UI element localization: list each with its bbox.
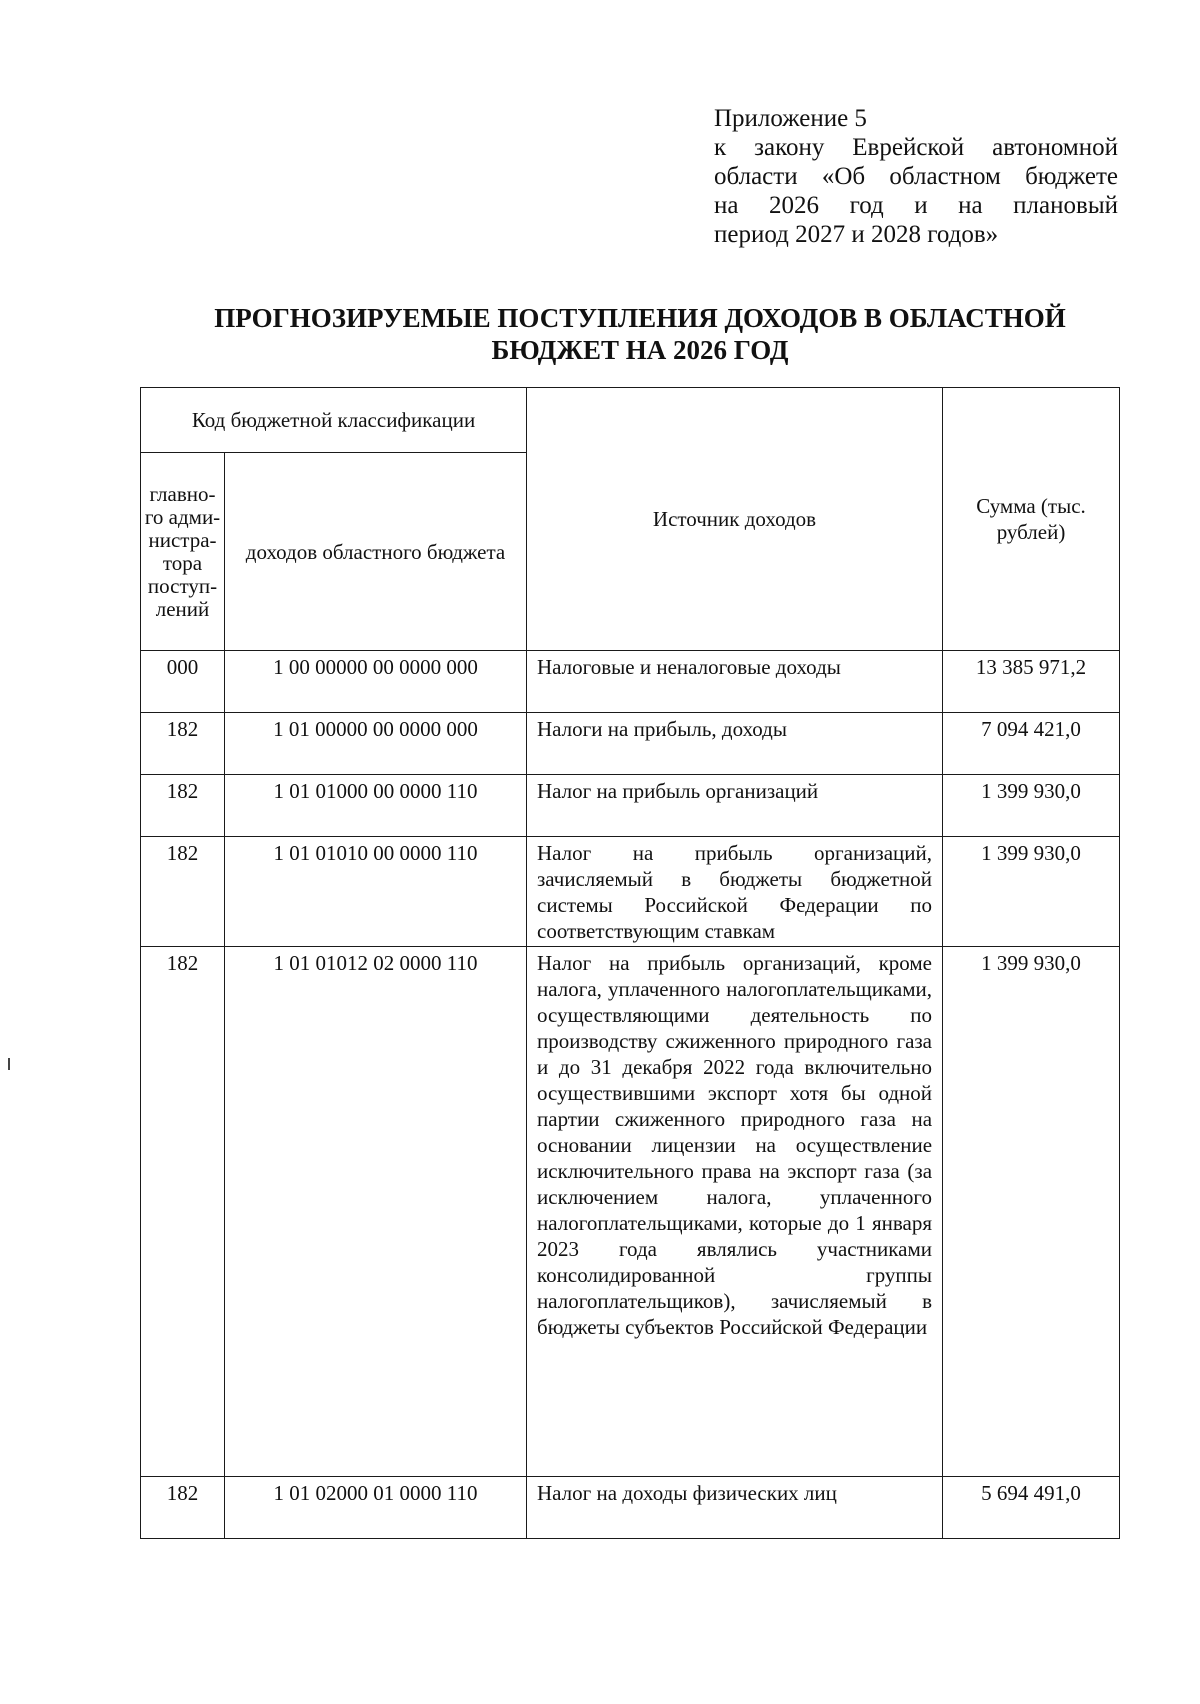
title-line-2: БЮДЖЕТ НА 2026 ГОД bbox=[491, 335, 789, 365]
table-row bbox=[141, 947, 1120, 1477]
cell-code: 1 01 00000 00 0000 000 bbox=[225, 713, 527, 775]
cell-admin: 182 bbox=[141, 713, 225, 775]
header-income-code: доходов областного бюджета bbox=[225, 453, 527, 651]
annex-header bbox=[714, 104, 1118, 249]
table-row bbox=[141, 651, 1120, 713]
cell-source: Налог на прибыль организаций, кроме налога, уплаченного налогоплательщиками, осуществляющими деятельность по производству сжиженного природного газа и до 31 декабря 2022 года включительно осуществившими экспорт хотя бы одной партии сжиженного природного газа на основании лицензии на осуществление исключительного права на экспорт газа (за исключением налога, уплаченного налогоплательщиками, которые до 1 января 2023 года являлись участниками консолидированной группы налогоплательщиков), зачисляемый в бюджеты субъектов Российской Федерации bbox=[527, 947, 943, 1477]
table-row bbox=[141, 1477, 1120, 1539]
header-sum: Сумма (тыс. рублей) bbox=[943, 388, 1120, 651]
cell-source: Налоги на прибыль, доходы bbox=[527, 713, 943, 775]
cell-sum: 1 399 930,0 bbox=[943, 947, 1120, 1477]
cell-source: Налог на доходы физических лиц bbox=[527, 1477, 943, 1539]
cell-code: 1 01 02000 01 0000 110 bbox=[225, 1477, 527, 1539]
table-row bbox=[141, 713, 1120, 775]
cell-admin: 182 bbox=[141, 837, 225, 947]
revenue-table bbox=[140, 387, 1120, 1539]
cell-code: 1 01 01010 00 0000 110 bbox=[225, 837, 527, 947]
cell-sum: 13 385 971,2 bbox=[943, 651, 1120, 713]
table-row bbox=[141, 775, 1120, 837]
cell-admin: 182 bbox=[141, 947, 225, 1477]
cell-code: 1 01 01012 02 0000 110 bbox=[225, 947, 527, 1477]
cell-source: Налоговые и неналоговые доходы bbox=[527, 651, 943, 713]
cell-admin: 182 bbox=[141, 1477, 225, 1539]
header-admin-code: главно-го адми-нистра-тора поступ-лений bbox=[141, 453, 225, 651]
header-income-source: Источник доходов bbox=[527, 388, 943, 651]
annex-line-2: к закону Еврейской автономной bbox=[714, 134, 1118, 161]
annex-line-4: на 2026 год и на плановый bbox=[714, 192, 1118, 219]
cell-sum: 7 094 421,0 bbox=[943, 713, 1120, 775]
cell-code: 1 01 01000 00 0000 110 bbox=[225, 775, 527, 837]
cell-source: Налог на прибыль организаций bbox=[527, 775, 943, 837]
cell-admin: 000 bbox=[141, 651, 225, 713]
scan-artifact-mark bbox=[8, 1058, 10, 1070]
annex-line-3: области «Об областном бюджете bbox=[714, 163, 1118, 190]
cell-admin: 182 bbox=[141, 775, 225, 837]
cell-code: 1 00 00000 00 0000 000 bbox=[225, 651, 527, 713]
table-row bbox=[141, 837, 1120, 947]
table-header-row bbox=[141, 388, 1120, 453]
cell-sum: 5 694 491,0 bbox=[943, 1477, 1120, 1539]
cell-source: Налог на прибыль организаций, зачисляемый в бюджеты бюджетной системы Российской Федерации по соответствующим ставкам bbox=[527, 837, 943, 947]
cell-sum: 1 399 930,0 bbox=[943, 837, 1120, 947]
header-classification-code: Код бюджетной классификации bbox=[141, 388, 527, 453]
annex-line-5: период 2027 и 2028 годов» bbox=[714, 221, 999, 248]
document-title bbox=[140, 302, 1140, 366]
cell-sum: 1 399 930,0 bbox=[943, 775, 1120, 837]
annex-line-1: Приложение 5 bbox=[714, 105, 867, 132]
title-line-1: ПРОГНОЗИРУЕМЫЕ ПОСТУПЛЕНИЯ ДОХОДОВ В ОБЛАСТНОЙ bbox=[214, 303, 1066, 333]
